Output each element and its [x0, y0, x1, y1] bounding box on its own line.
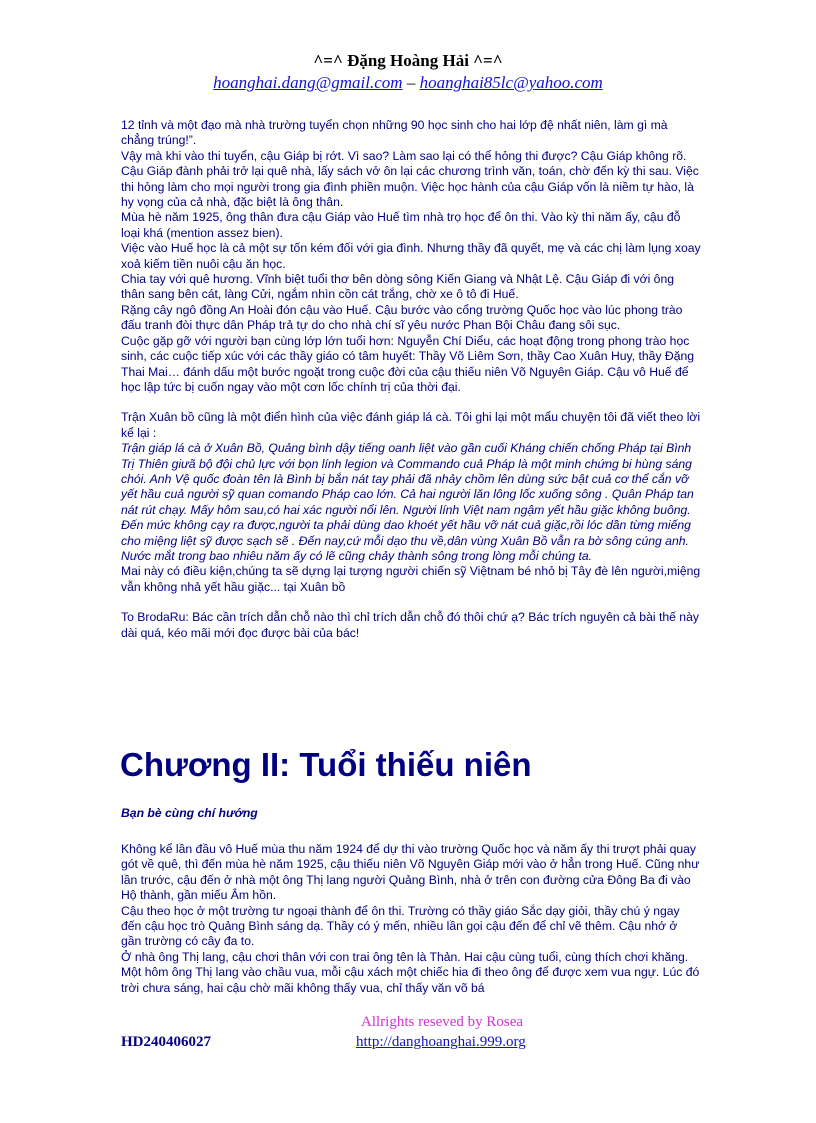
quote-intro: Trận Xuân bồ cũng là một điển hình của việc đánh giáp lá cà. Tôi ghi lại một mẩu chuyện tôi đã viết theo lời kể lại : — [121, 410, 701, 440]
quote-outro: Mai này có điều kiện,chúng ta sẽ dựng lại tượng người chiến sỹ Việtnam bé nhỏ bị Tây đè lên người,miệng vẫn không nhả yết hầu giặc... tại Xuân bồ — [121, 564, 701, 594]
body-text-bottom — [121, 842, 701, 996]
paragraph: Mùa hè năm 1925, ông thân đưa cậu Giáp vào Huế tìm nhà trọ học để ôn thi. Vào kỳ thi năm ấy, cậu đỗ loại khá (mention assez bien). — [121, 210, 681, 240]
note-paragraph: To BrodaRu: Bác cần trích dẫn chỗ nào thì chỉ trích dẫn chỗ đó thôi chứ ạ? Bác trích nguyên cả bài thế này dài quá, kéo mãi mới đọc được bài của bác! — [121, 610, 699, 640]
paragraph: Việc vào Huế học là cả một sự tốn kém đối với gia đình. Nhưng thầy đã quyết, mẹ và các chị làm lụng xoay xoả kiếm tiền nuôi cậu ăn học. — [121, 241, 701, 271]
footer-website-link[interactable]: http://danghoanghai.999.org — [356, 1034, 526, 1050]
email-link-gmail[interactable]: hoanghai.dang@gmail.com — [213, 73, 403, 92]
paragraph: Cuộc gặp gỡ với người bạn cùng lớp lớn tuổi hơn: Nguyễn Chí Diểu, các hoạt động trong phong trào học sinh, các cuộc tiếp xúc với các thầy giáo có tâm huyết: Thầy Võ Liêm Sơn, thầy Cao Xuân Huy, thầy Đặng Thai Mai… đánh dấu một bước ngoặt trong cuộc đời của cậu thiếu niên Võ Nguyên Giáp. Cậu vô Huế để học lập tức bị cuốn ngay vào một cơn lốc chính trị của thời đại. — [121, 333, 695, 394]
section-title: Bạn bè cùng chí hướng — [121, 806, 258, 820]
paragraph: Chia tay với quê hương. Vĩnh biệt tuổi thơ bên dòng sông Kiến Giang và Nhật Lệ. Cậu Giáp đi với ông thân sang bên cát, làng Cửi, ngắm nhìn cồn cát trắng, chờ xe ô tô đi Huế. — [121, 272, 675, 302]
footer-doc-id: HD240406027 — [121, 1034, 211, 1050]
paragraph: Ở nhà ông Thị lang, cậu chơi thân với con trai ông tên là Thản. Hai cậu cùng tuổi, cùng thích chơi khăng. Một hôm ông Thị lang vào chầu vua, mỗi cậu xách một chiếc hia đi theo ông để được xem vua ngự. Lúc đó trời chưa sáng, hai cậu chờ mãi không thấy vua, chỉ thấy văn võ bá — [121, 949, 700, 995]
paragraph: Không kể lần đầu vô Huế mùa thu năm 1924 để dự thi vào trường Quốc học và năm ấy thi trượt phải quay gót về quê, thì đến mùa hè năm 1925, cậu thiếu niên Võ Nguyên Giáp mới vào ở hẳn trong Huế. Cũng như lần trước, cậu đến ở nhà một ông Thị lang người Quảng Bình, nhà ở trên con đường cửa Đông Ba đi vào Hộ thành, gần miếu Âm hồn. — [121, 842, 700, 903]
spacer — [121, 595, 701, 610]
chapter-title: Chương II: Tuổi thiếu niên — [120, 746, 532, 783]
paragraph: Rặng cây ngô đồng An Hoài đón cậu vào Huế. Cậu bước vào cổng trường Quốc học vào lúc phong trào đấu tranh đòi thực dân Pháp trả tự do cho nhà chí sĩ yêu nước Phan Bội Châu đang sôi sục. — [121, 302, 683, 333]
quote-italic: Trận giáp lá cà ở Xuân Bồ, Quảng bình dậy tiếng oanh liệt vào gần cuối Kháng chiến chống Pháp tại Bình Trị Thiên giưã bộ đội chủ lực với bọn lính legion và Commando cuả Pháp là một minh chứng bi hùng sáng chói. Anh Vệ quốc đoàn tên là Bình bị bắn nát tay phải đã nhảy chồm lên dùng sức bật cuả cơ thể cắn vỡ yết hầu cuả người sỹ quan comando Pháp cao lớn. Cả hai người lăn lông lốc xuống sông . Quân Pháp tan nát rút chạy. Mấy hôm sau,có hai xác người nổi lên. Người lính Việt nam ngậm yết hầu giặc không buông. Đến mức không cạy ra được,người ta phải dùng dao khoét yết hầu vỡ nát cuả giặc,rồi lóc dần từng miếng cho miệng liệt sỹ được sạch sẽ . Đến nay,cứ mỗi dạo thu về,dân vùng Xuân Bồ vẫn ra bờ sông cúng anh. Nước mắt trong bao nhiêu năm ấy có lẽ cũng chảy thành sông trong lòng mỗi chúng ta. — [121, 441, 694, 563]
paragraph: Vậy mà khi vào thi tuyển, cậu Giáp bị rớt. Vì sao? Làm sao lại có thể hỏng thi được? Cậu Giáp không rõ. — [121, 148, 687, 163]
footer-rights: Allrights reseved by Rosea — [361, 1014, 524, 1030]
paragraph: 12 tỉnh và một đạo mà nhà trường tuyển chọn những 90 học sinh cho hai lớp đệ nhất niên, làm gì mà chẳng trúng!”. — [121, 118, 668, 148]
author-name: ^=^ Đặng Hoàng Hải ^=^ — [313, 51, 503, 70]
email-separator: – — [402, 73, 420, 92]
author-emails — [0, 72, 816, 94]
spacer — [121, 395, 701, 410]
body-text-top — [121, 118, 701, 641]
page-header — [0, 50, 816, 94]
paragraph: Cậu theo học ở một trường tư ngoại thành để ôn thi. Trường có thầy giáo Sắc dạy giỏi, thầy chú ý ngay đến cậu học trò Quảng Bình sáng dạ. Thầy có ý mến, nhiều lần gọi cậu đến để chỉ vẽ thêm. Cậu nhớ ở gần trường có cây đa to. — [121, 903, 680, 949]
email-link-yahoo[interactable]: hoanghai85lc@yahoo.com — [419, 73, 603, 92]
paragraph: Cậu Giáp đành phải trở lại quê nhà, lấy sách vở ôn lại các chương trình văn, toán, chờ đến kỳ thi sau. Việc thi hỏng làm cho mọi người trong gia đình phiền muộn. Việc học hành của cậu Giáp vốn là niềm tự hào, là hy vọng của cả nhà, đặc biệt là ông thân. — [121, 164, 699, 210]
